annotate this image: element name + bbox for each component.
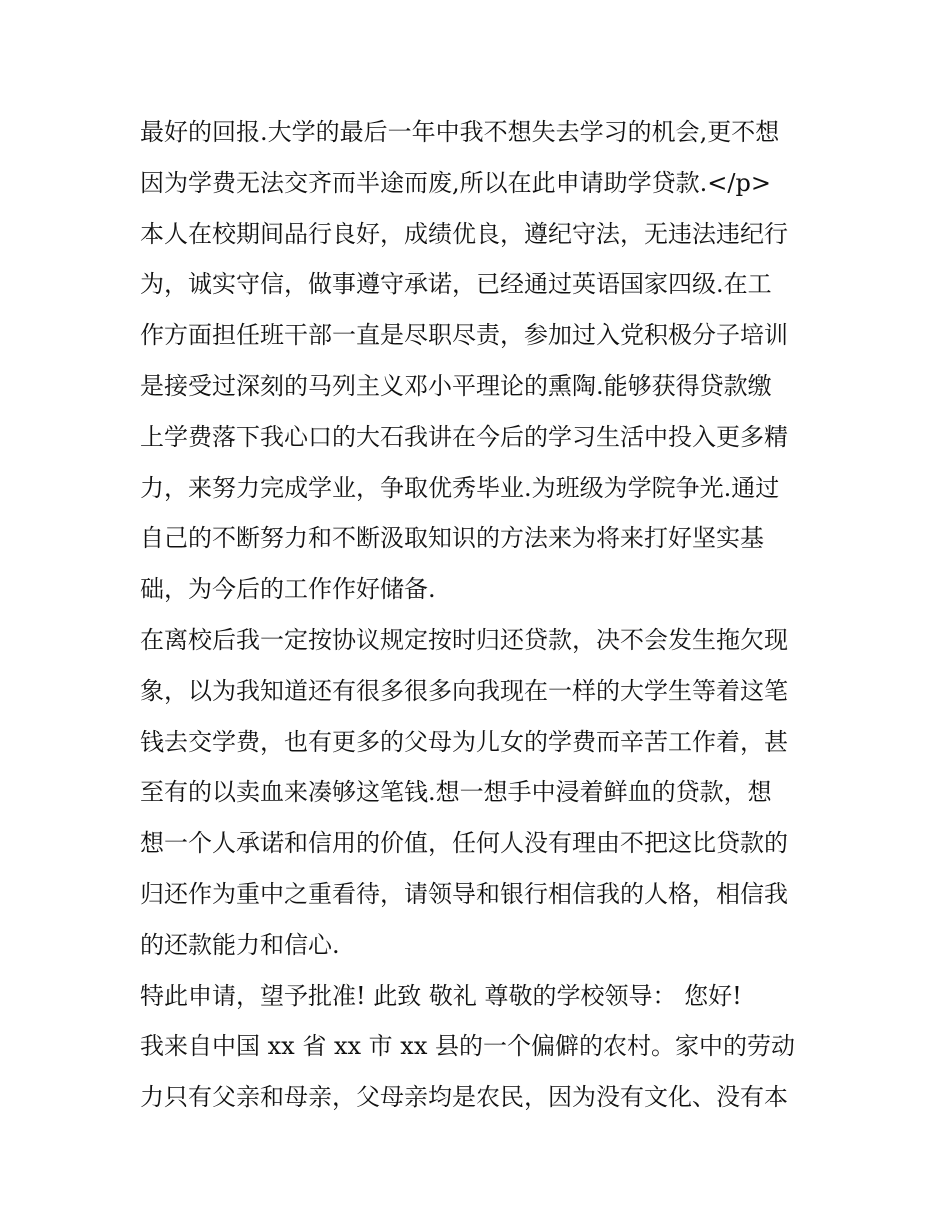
text-line: 自己的不断努力和不断汲取知识的方法来为将来打好坚实基 — [140, 524, 764, 553]
text-line: 因为学费无法交齐而半途而废,所以在此申请助学贷款.</p> — [140, 168, 771, 197]
text-line: 作方面担任班干部一直是尽职尽责，参加过入党积极分子培训 — [140, 321, 788, 350]
text-line: 力，来努力完成学业，争取优秀毕业.为班级为学院争光.通过 — [140, 473, 780, 502]
text-line: 最好的回报.大学的最后一年中我不想失去学习的机会,更不想 — [140, 118, 780, 146]
text-line: 上学费落下我心口的大石我讲在今后的学习生活中投入更多精 — [140, 422, 788, 451]
text-line: 想一个人承诺和信用的价值，任何人没有理由不把这比贷款的 — [140, 829, 788, 858]
text-line: 我来自中国 xx 省 xx 市 xx 县的一个偏僻的农村。家中的劳动 — [140, 1032, 795, 1061]
text-line: 钱去交学费，也有更多的父母为儿女的学费而辛苦工作着，甚 — [140, 727, 788, 756]
text-line: 础，为今后的工作作好储备. — [140, 575, 436, 604]
text-line: 在离校后我一定按协议规定按时归还贷款，决不会发生拖欠现 — [140, 625, 788, 654]
text-line: 特此申请，望予批准! 此致 敬礼 尊敬的学校领导： 您好! — [140, 981, 742, 1010]
text-line: 为，诚实守信，做事遵守承诺，已经通过英语国家四级.在工 — [140, 270, 772, 299]
text-line: 归还作为重中之重看待，请领导和银行相信我的人格，相信我 — [140, 879, 788, 908]
text-line: 至有的以卖血来凑够这笔钱.想一想手中浸着鲜血的贷款，想 — [140, 778, 772, 807]
text-line: 力只有父亲和母亲，父母亲均是农民，因为没有文化、没有本 — [140, 1083, 788, 1112]
text-line: 的还款能力和信心. — [140, 930, 340, 959]
text-line: 本人在校期间品行良好，成绩优良，遵纪守法，无违法违纪行 — [140, 219, 788, 248]
document-body — [140, 107, 820, 1123]
text-line: 象，以为我知道还有很多很多向我现在一样的大学生等着这笔 — [140, 676, 788, 705]
text-line: 是接受过深刻的马列主义邓小平理论的熏陶.能够获得贷款缴 — [140, 371, 772, 400]
